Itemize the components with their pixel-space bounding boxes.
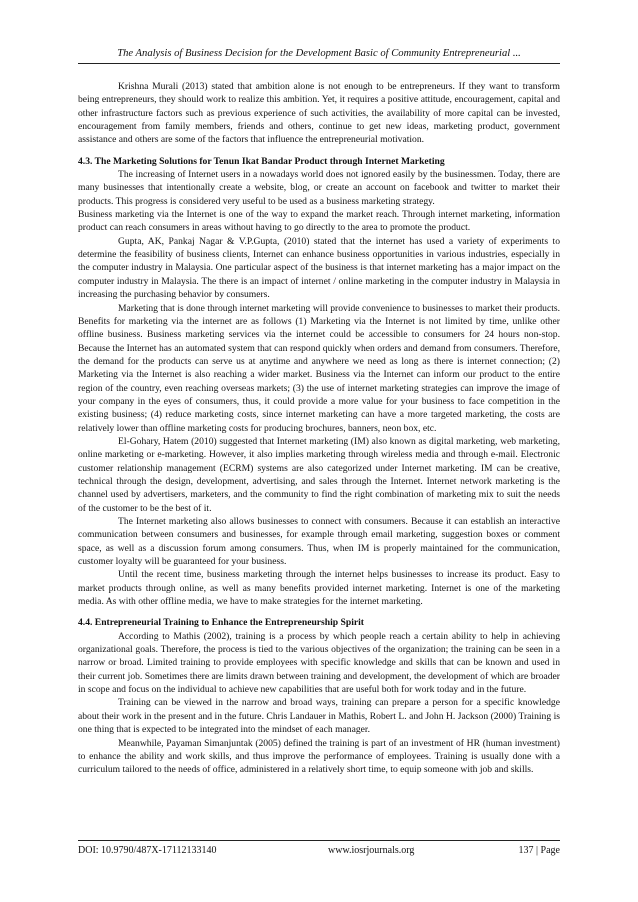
doi-label: DOI: 10.9790/487X-17112133140 bbox=[78, 845, 217, 856]
section-heading-4-4: 4.4. Entrepreneurial Training to Enhance the Entrepreneurship Spirit bbox=[78, 617, 364, 629]
paragraph: The increasing of Internet users in a nowadays world does not ignored easily by the businessmen. Today, there are many businesses that intentionally create a website, blog, or create an account on facebook and twitter to market their products. This progress is considered very useful to be used as a business marketing strategy. bbox=[78, 169, 560, 207]
paragraph: The Internet marketing also allows businesses to connect with consumers. Because it can establish an interactive communication between consumers and businesses, for example through email marketing, suggestion boxes or comment space, as well as a discussion forum among consumers. Thus, when IM is properly maintained for the communication, customer loyalty will be guaranteed for your business. bbox=[78, 516, 560, 568]
paragraph: El-Gohary, Hatem (2010) suggested that Internet marketing (IM) also known as digital marketing, web marketing, online marketing or e-marketing. However, it also implies marketing through wireless media and through e-mail. Electronic customer relationship management (ECRM) systems are also categorized under Internet marketing. IM can be creative, technical through the design, development, advertising, and sales through the Internet. Internet network marketing is the channel used by advertisers, marketers, and the community to find the right combination of marketing mix to suit the needs of the customer to be the best of it. bbox=[78, 435, 560, 514]
page-footer bbox=[78, 840, 560, 857]
paragraph: Training can be viewed in the narrow and broad ways, training can prepare a person for a specific knowledge about their work in the present and in the future. Chris Landauer in Mathis, Robert L. and John H. Jackson (2000) Training is one thing that is expected to be integrated into the mindset of each manager. bbox=[78, 697, 560, 736]
paper-title: The Analysis of Business Decision for the Development Basic of Community Entrepreneurial ... bbox=[117, 48, 521, 59]
journal-website: www.iosrjournals.org bbox=[328, 845, 415, 856]
running-header bbox=[78, 48, 560, 64]
paragraph: Marketing that is done through internet marketing will provide convenience to businesses to market their products. Benefits for marketing via the internet are as follows (1) Marketing via the Internet is not limited by time, unlike other offline business. Business marketing services via the internet could be accessible to consumers for 24 hours non-stop. Because the Internet has an automated system that can respond quickly when orders and demand from consumers. Therefore, the demand for the products can serve us at anytime and anywhere we need as long as there is internet connection; (2) Marketing via the Internet is also reaching a wider market. Business via the Internet can inform our product to the entire region of the country, even reaching overseas markets; (3) the use of internet marketing strategies can improve the image of your company in the eyes of consumers, thus, it could provide a more value for your business to face competition in the existing business; (4) reduce marketing costs, since internet marketing can have a more targeted marketing, the costs are relatively lower than offline marketing costs for producing brochures, banners, neon box, etc. bbox=[78, 302, 560, 434]
paragraph: According to Mathis (2002), training is a process by which people reach a certain ability to help in achieving organizational goals. Therefore, the process is tied to the various objectives of the organization; the training can be seen in a narrow or broad. Limited training to provide employees with specific knowledge and skills that can be known and used in their current job. Sometimes there are limits drawn between training and development, the development of which are broader in scope and focus on the individual to achieve new capabilities that are useful both for work today and in the future. bbox=[78, 630, 560, 696]
section-heading-4-3: 4.3. The Marketing Solutions for Tenun Ikat Bandar Product through Internet Marketing bbox=[78, 155, 445, 167]
paragraph: Business marketing via the Internet is one of the way to expand the market reach. Through internet marketing, information product can reach consumers in areas without having to go directly to the area to promote the product. bbox=[78, 209, 560, 234]
paragraph: Until the recent time, business marketing through the internet helps businesses to increase its product. Easy to market products through online, as well as many benefits provided internet marketing. Internet is one of the marketing media. As with other offline media, we have to make strategies for the internet marketing. bbox=[78, 569, 560, 608]
paragraph: Gupta, AK, Pankaj Nagar & V.P.Gupta, (2010) stated that the internet has used a variety of experiments to determine the feasibility of business clients, Internet can enhance business opportunities in various industries, especially in the computer industry in Malaysia. One particular aspect of the business is that internet marketing has a major impact on the computer industry in Malaysia. The there is an impact of internet / online marketing in the computer industry in Malaysia in increasing the purchasing behavior by consumers. bbox=[78, 235, 560, 301]
paragraph: Meanwhile, Payaman Simanjuntak (2005) defined the training is part of an investment of HR (human investment) to enhance the ability and work skills, and thus improve the performance of employees. Training is usually done with a curriculum tailored to the needs of office, administered in a relatively short time, to equip someone with job and skills. bbox=[78, 737, 560, 776]
paragraph: Krishna Murali (2013) stated that ambition alone is not enough to be entrepreneurs. If they want to transform being entrepreneurs, they should work to realize this ambition. Yet, it requires a positive attitude, encouragement, capital and other infrastructure factors such as previous experience of such activities, the availability of more capital can be invested, encouragement from family members, friends and others, continue to get new ideas, marketing product, government assistance and others are some of the factors that influence the entrepreneurial motivation. bbox=[78, 81, 560, 146]
page-number: 137 | Page bbox=[518, 845, 560, 856]
article-body bbox=[78, 80, 560, 777]
